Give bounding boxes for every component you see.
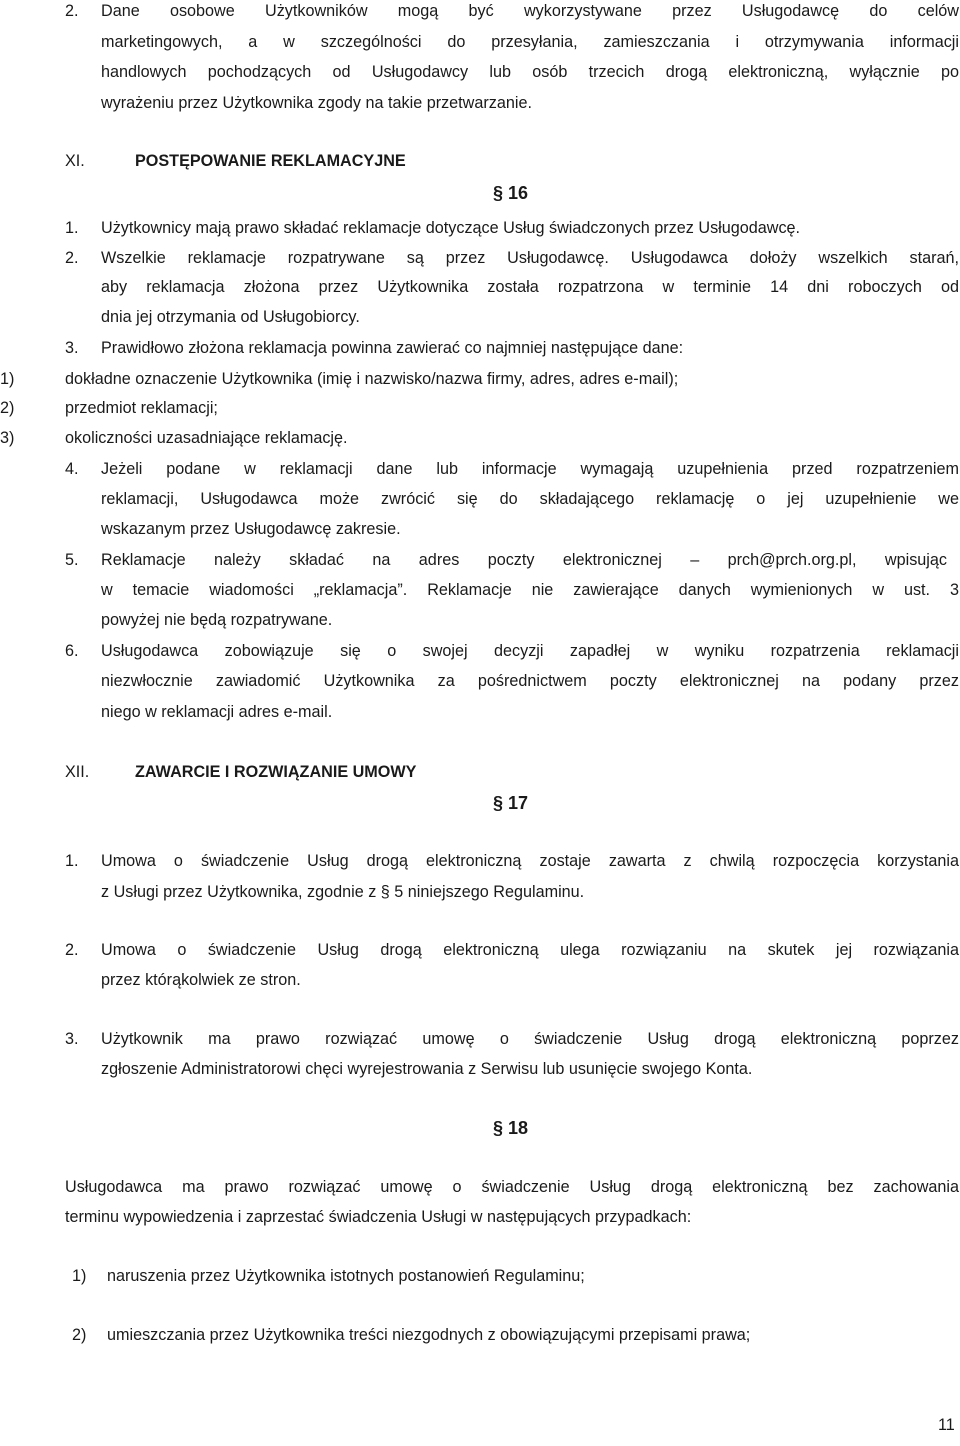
item-number: 1. bbox=[65, 852, 79, 870]
item-number: 3. bbox=[65, 339, 79, 357]
text-line: handlowych pochodzących od Usługodawcy lub osób trzecich drogą elektroniczną, wyłącznie po bbox=[101, 63, 959, 81]
paragraph-symbol: § 16 bbox=[493, 183, 529, 203]
text-line: Usługodawca zobowiązuje się o swojej decyzji zapadłej w wyniku rozpatrzenia reklamacji bbox=[101, 642, 959, 660]
text-line: Dane osobowe Użytkowników mogą być wykorzystywane przez Usługodawcę do celów bbox=[101, 2, 959, 20]
list-item: okoliczności uzasadniające reklamację. bbox=[65, 429, 348, 447]
text-line: marketingowych, a w szczególności do przesyłania, zamieszczania i otrzymywania informacji bbox=[101, 33, 959, 51]
list-number: 1) bbox=[72, 1267, 87, 1285]
text-line: Jeżeli podane w reklamacji dane lub informacje wymagają uzupełnienia przed rozpatrzeniem bbox=[101, 460, 959, 478]
text-line: Reklamacje należy składać na adres poczty elektronicznej – prch@prch.org.pl, wpisując bbox=[101, 551, 947, 569]
item-number: 1. bbox=[65, 219, 79, 237]
text-line: z Usługi przez Użytkownika, zgodnie z § 5 niniejszego Regulaminu. bbox=[101, 883, 585, 901]
item-number: 6. bbox=[65, 642, 79, 660]
text-line: Wszelkie reklamacje rozpatrywane są przez Usługodawcę. Usługodawca dołoży wszelkich starań, bbox=[101, 249, 959, 267]
list-number: 3) bbox=[0, 429, 15, 447]
paragraph-symbol: § 18 bbox=[493, 1118, 529, 1138]
paragraph-symbol: § 17 bbox=[493, 793, 529, 813]
text-line: zgłoszenie Administratorowi chęci wyrejestrowania z Serwisu lub usunięcie swojego Konta. bbox=[101, 1060, 753, 1078]
text-line: Użytkownicy mają prawo składać reklamacje dotyczące Usług świadczonych przez Usługodawcę. bbox=[101, 219, 801, 237]
text-line: Umowa o świadczenie Usług drogą elektroniczną ulega rozwiązaniu na skutek jej rozwiązania bbox=[101, 941, 959, 959]
section-roman: XII. bbox=[65, 763, 90, 781]
item-number: 5. bbox=[65, 551, 79, 569]
section-roman: XI. bbox=[65, 152, 85, 170]
item-number: 4. bbox=[65, 460, 79, 478]
list-item: umieszczania przez Użytkownika treści niezgodnych z obowiązującymi przepisami prawa; bbox=[107, 1326, 751, 1344]
item-number: 2. bbox=[65, 249, 79, 267]
text-line: wyrażeniu przez Użytkownika zgody na takie przetwarzanie. bbox=[101, 94, 532, 112]
text-line: reklamacji, Usługodawca może zwrócić się do składającego reklamację o jej uzupełnienie we bbox=[101, 490, 959, 508]
item-number: 3. bbox=[65, 1030, 79, 1048]
text-line: wskazanym przez Usługodawcę zakresie. bbox=[101, 520, 401, 538]
text-line: terminu wypowiedzenia i zaprzestać świadczenia Usługi w następujących przypadkach: bbox=[65, 1208, 692, 1226]
text-line: w temacie wiadomości „reklamacja”. Reklamacje nie zawierające danych wymienionych w ust. 3 bbox=[101, 581, 959, 599]
text-line: Prawidłowo złożona reklamacja powinna zawierać co najmniej następujące dane: bbox=[101, 339, 684, 357]
text-line: przez którąkolwiek ze stron. bbox=[101, 971, 301, 989]
page-number: 11 bbox=[938, 1416, 955, 1434]
text-line: aby reklamacja złożona przez Użytkownika została rozpatrzona w terminie 14 dni roboczych od bbox=[101, 278, 959, 296]
list-number: 2) bbox=[0, 399, 15, 417]
item-number: 2. bbox=[65, 941, 79, 959]
section-title: POSTĘPOWANIE REKLAMACYJNE bbox=[135, 152, 406, 170]
list-number: 2) bbox=[72, 1326, 87, 1344]
list-item: dokładne oznaczenie Użytkownika (imię i nazwisko/nazwa firmy, adres, adres e-mail); bbox=[65, 370, 679, 388]
list-number: 1) bbox=[0, 370, 15, 388]
text-line: niezwłocznie zawiadomić Użytkownika za pośrednictwem poczty elektronicznej na podany przez bbox=[101, 672, 959, 690]
section-title: ZAWARCIE I ROZWIĄZANIE UMOWY bbox=[135, 763, 417, 781]
text-line: Umowa o świadczenie Usług drogą elektroniczną zostaje zawarta z chwilą rozpoczęcia korzystania bbox=[101, 852, 959, 870]
text-line: Usługodawca ma prawo rozwiązać umowę o świadczenie Usług drogą elektroniczną bez zachowania bbox=[65, 1178, 959, 1196]
list-item: przedmiot reklamacji; bbox=[65, 399, 218, 417]
item-number: 2. bbox=[65, 2, 79, 20]
text-line: niego w reklamacji adres e-mail. bbox=[101, 703, 333, 721]
text-line: Użytkownik ma prawo rozwiązać umowę o świadczenie Usług drogą elektroniczną poprzez bbox=[101, 1030, 959, 1048]
text-line: powyżej nie będą rozpatrywane. bbox=[101, 611, 333, 629]
text-line: dnia jej otrzymania od Usługobiorcy. bbox=[101, 308, 360, 326]
list-item: naruszenia przez Użytkownika istotnych postanowień Regulaminu; bbox=[107, 1267, 585, 1285]
